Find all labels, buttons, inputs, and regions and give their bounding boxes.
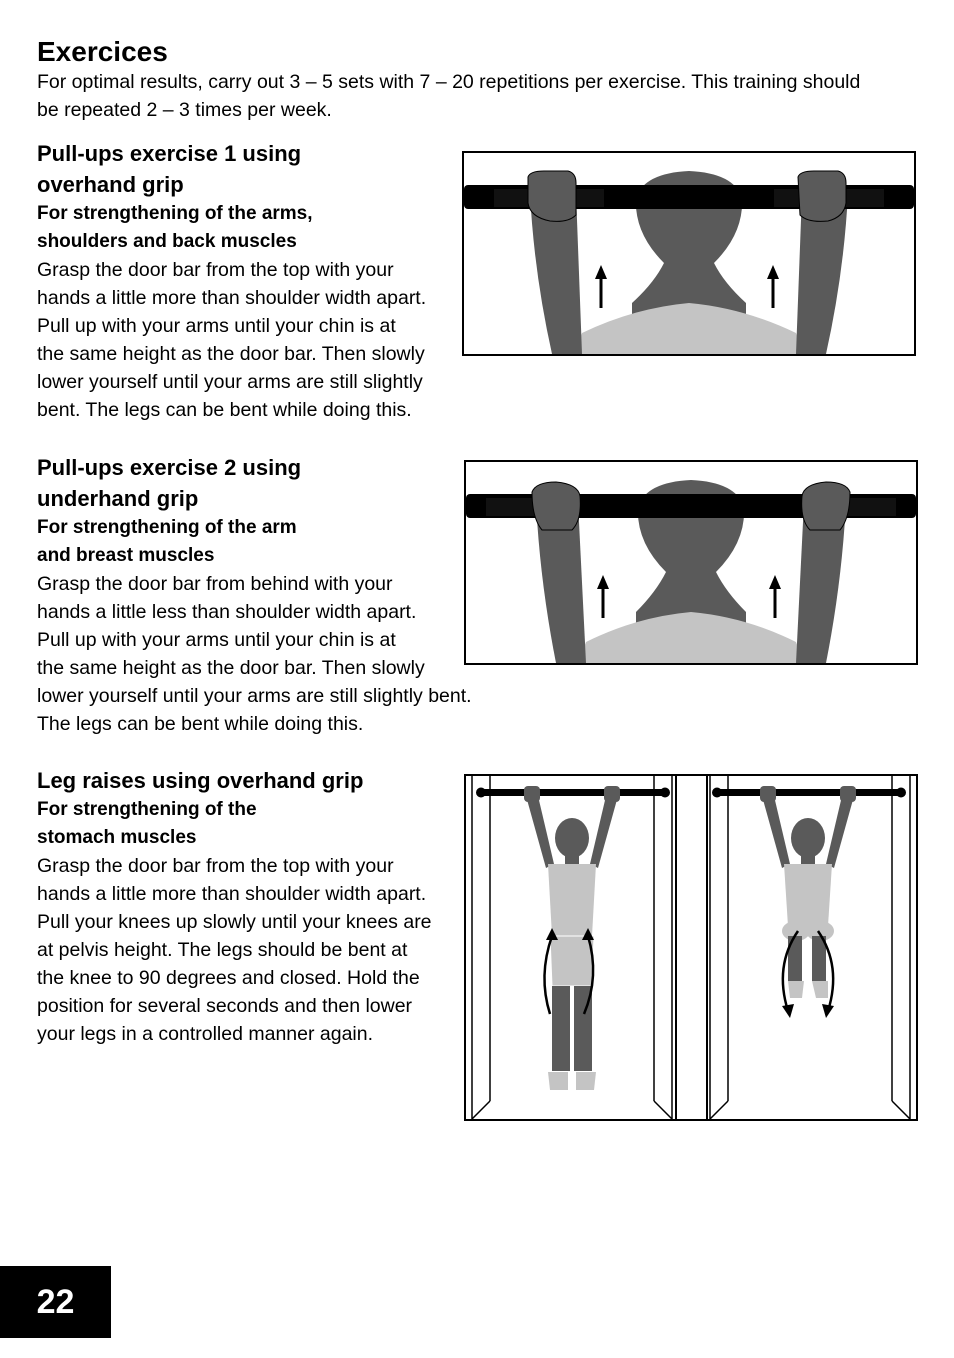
body-line: Grasp the door bar from the top with your — [37, 259, 394, 281]
section-subtitle — [37, 514, 507, 570]
body-line: bent. The legs can be bent while doing this. — [37, 399, 412, 421]
illustration-pullup-overhand — [462, 151, 916, 356]
illustration-pullup-underhand — [464, 460, 918, 665]
page-title: Exercices — [37, 36, 168, 67]
section-subtitle-line: For strengthening of the arm — [37, 517, 297, 538]
section-pullups-overhand — [37, 138, 467, 424]
section-title — [37, 138, 467, 200]
section-body — [37, 570, 507, 738]
section-pullups-underhand — [37, 452, 507, 738]
body-line: at pelvis height. The legs should be bent at — [37, 939, 408, 961]
section-body — [37, 852, 467, 1048]
intro-line: For optimal results, carry out 3 – 5 sets with 7 – 20 repetitions per exercise. This training should — [37, 71, 861, 93]
intro-text — [37, 68, 927, 124]
body-line: hands a little more than shoulder width apart. — [37, 883, 427, 905]
body-line: the same height as the door bar. Then slowly — [37, 343, 425, 365]
section-subtitle-line: stomach muscles — [37, 827, 197, 848]
section-body — [37, 256, 467, 424]
body-line: Grasp the door bar from the top with your — [37, 855, 394, 877]
section-leg-raises — [37, 765, 467, 1048]
intro-line: be repeated 2 – 3 times per week. — [37, 99, 332, 121]
section-title — [37, 452, 507, 514]
body-line: hands a little more than shoulder width apart. — [37, 287, 427, 309]
section-title-line: Leg raises using overhand grip — [37, 768, 364, 793]
section-title-line: Pull-ups exercise 1 using — [37, 141, 302, 166]
section-subtitle-line: For strengthening of the arms, — [37, 203, 313, 224]
body-line: The legs can be bent while doing this. — [37, 713, 364, 735]
section-subtitle-line: and breast muscles — [37, 545, 215, 566]
body-line: the knee to 90 degrees and closed. Hold the — [37, 967, 420, 989]
body-line: Pull up with your arms until your chin is at — [37, 315, 396, 337]
section-subtitle-line: For strengthening of the — [37, 799, 257, 820]
body-line: Pull your knees up slowly until your knees are — [37, 911, 432, 933]
section-subtitle — [37, 200, 467, 256]
section-subtitle-line: shoulders and back muscles — [37, 231, 297, 252]
body-line: hands a little less than shoulder width apart. — [37, 601, 417, 623]
section-title-line: Pull-ups exercise 2 using — [37, 455, 302, 480]
section-title-line: underhand grip — [37, 486, 199, 511]
body-line: Grasp the door bar from behind with your — [37, 573, 393, 595]
page-number: 22 — [0, 1266, 111, 1338]
body-line: lower yourself until your arms are still slightly — [37, 371, 423, 393]
body-line: position for several seconds and then lower — [37, 995, 413, 1017]
body-line: your legs in a controlled manner again. — [37, 1023, 374, 1045]
illustration-leg-raises — [464, 774, 918, 1121]
body-line: Pull up with your arms until your chin is at — [37, 629, 396, 651]
body-line: lower yourself until your arms are still slightly bent. — [37, 685, 472, 707]
body-line: the same height as the door bar. Then slowly — [37, 657, 425, 679]
section-title-line: overhand grip — [37, 172, 184, 197]
section-title — [37, 765, 467, 796]
section-subtitle — [37, 796, 467, 852]
